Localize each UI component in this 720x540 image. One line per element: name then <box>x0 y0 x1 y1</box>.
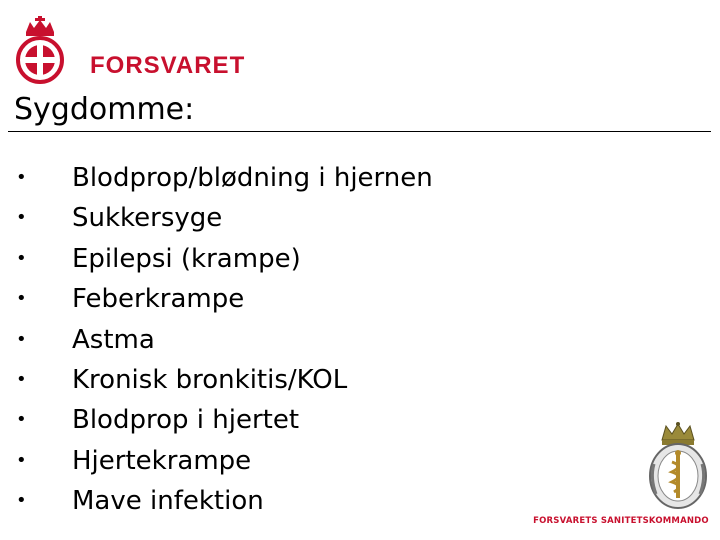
bullet-icon: • <box>16 207 27 229</box>
forsvaret-logo <box>16 14 246 84</box>
sanitetskommando-crest-icon <box>640 420 716 512</box>
bullet-icon: • <box>16 247 27 269</box>
bullet-icon: • <box>16 328 27 350</box>
forsvaret-crowned-cross-emblem-icon <box>16 14 76 84</box>
bullet-icon: • <box>16 368 27 390</box>
bullet-icon: • <box>16 288 27 310</box>
bullet-icon: • <box>16 490 27 512</box>
slide-title: Sygdomme: <box>14 92 195 127</box>
title-divider <box>8 131 711 132</box>
bullet-icon: • <box>16 409 27 431</box>
logo-wordmark: FORSVARET <box>90 52 246 79</box>
bullet-icon: • <box>16 449 27 471</box>
bullet-icon: • <box>16 167 27 188</box>
emblem-caption: FORSVARETS SANITETSKOMMANDO <box>533 516 709 526</box>
